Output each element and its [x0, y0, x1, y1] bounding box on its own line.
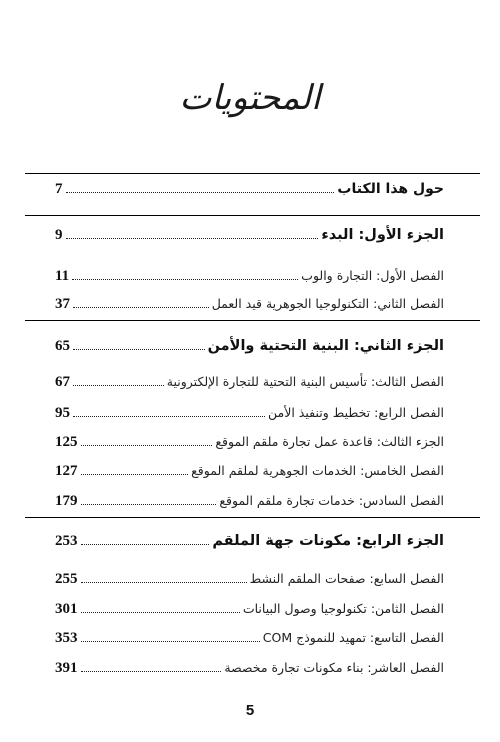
leader-dots	[81, 670, 222, 672]
leader-dots	[81, 581, 247, 583]
toc-page-number: 9	[55, 227, 63, 243]
leader-dots	[72, 278, 298, 280]
toc-entry-label: الجزء الثالث: قاعدة عمل تجارة ملقم الموقع	[215, 434, 444, 449]
toc-entry-label: الجزء الرابع: مكونات جهة الملقم	[212, 533, 444, 549]
toc-page-number: 95	[55, 405, 70, 421]
leader-dots	[81, 503, 217, 505]
leader-dots	[66, 191, 335, 193]
toc-page-number: 253	[55, 533, 78, 549]
toc-entry-label: الفصل الثامن: تكنولوجيا وصول البيانات	[242, 601, 444, 616]
toc-page-number: 255	[55, 571, 78, 587]
divider	[25, 215, 480, 216]
toc-page-number: 65	[55, 338, 70, 354]
toc-chapter-5[interactable]	[55, 459, 444, 479]
toc-chapter-4[interactable]	[55, 401, 444, 421]
leader-dots	[81, 543, 210, 545]
toc-page-number: 125	[55, 434, 78, 450]
toc-page-number: 391	[55, 660, 78, 676]
leader-dots	[81, 473, 189, 475]
page-title: المحتويات	[179, 78, 321, 118]
toc-chapter-8[interactable]	[55, 597, 444, 617]
toc-entry-label: الفصل العاشر: بناء مكونات تجارة مخصصة	[224, 660, 444, 675]
leader-dots	[73, 348, 205, 350]
toc-entry-label: الفصل السابع: صفحات الملقم النشط	[249, 571, 444, 586]
divider-top	[25, 173, 480, 174]
leader-dots	[66, 237, 319, 239]
toc-entry-label: الفصل الثالث: تأسيس البنية التحتية للتجارة الإلكترونية	[166, 374, 444, 389]
toc-page-number: 179	[55, 493, 78, 509]
toc-entry-label: الجزء الأول: البدء	[321, 227, 444, 243]
toc-page-number: 127	[55, 463, 78, 479]
toc-chapter-2[interactable]	[55, 292, 444, 312]
page-number: 5	[245, 702, 255, 719]
leader-dots	[81, 444, 213, 446]
toc-chapter-10[interactable]	[55, 656, 444, 676]
toc-page-number: 353	[55, 630, 78, 646]
toc-part-2[interactable]	[55, 334, 444, 354]
toc-page-number: 67	[55, 374, 70, 390]
toc-page-number: 7	[55, 181, 63, 197]
toc-part-4[interactable]	[55, 529, 444, 549]
leader-dots	[73, 415, 265, 417]
toc-chapter-6[interactable]	[55, 489, 444, 509]
leader-dots	[73, 384, 164, 386]
toc-entry-about[interactable]	[55, 177, 444, 197]
toc-chapter-7[interactable]	[55, 567, 444, 587]
divider	[25, 320, 480, 321]
toc-entry-label: الفصل التاسع: تمهيد للنموذج COM	[262, 630, 444, 645]
divider	[25, 517, 480, 518]
leader-dots	[81, 640, 260, 642]
toc-page-number: 37	[55, 296, 70, 312]
toc-chapter-1[interactable]	[55, 264, 444, 284]
toc-entry-label: الفصل الخامس: الخدمات الجوهرية لملقم الموقع	[191, 463, 444, 478]
toc-entry-label: الفصل السادس: خدمات تجارة ملقم الموقع	[219, 493, 444, 508]
toc-entry-label: الجزء الثاني: البنية التحتية والأمن	[207, 338, 444, 354]
toc-page-number: 301	[55, 601, 78, 617]
toc-entry-label: الفصل الأول: التجارة والوب	[301, 268, 444, 283]
toc-entry-label: الفصل الرابع: تخطيط وتنفيذ الأمن	[268, 405, 444, 420]
toc-chapter-3[interactable]	[55, 370, 444, 390]
toc-page-number: 11	[55, 268, 70, 284]
toc-entry-label: الفصل الثاني: التكنولوجيا الجوهرية قيد العمل	[211, 296, 444, 311]
toc-part-3[interactable]	[55, 430, 444, 450]
toc-chapter-9[interactable]	[55, 626, 444, 646]
toc-part-1[interactable]	[55, 223, 444, 243]
leader-dots	[81, 611, 240, 613]
toc-entry-label: حول هذا الكتاب	[337, 181, 444, 197]
leader-dots	[73, 306, 209, 308]
